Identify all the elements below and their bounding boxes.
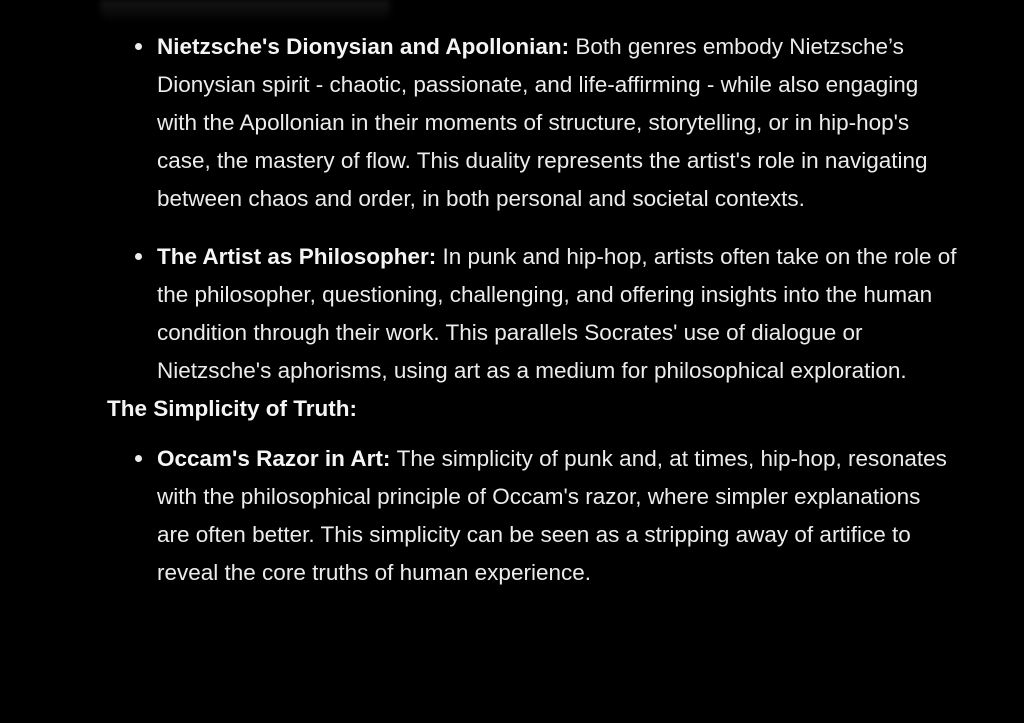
- bullet-list: [107, 28, 957, 390]
- list-item: [107, 440, 957, 592]
- list-item-term: Occam's Razor in Art:: [157, 446, 397, 471]
- bullet-icon: [135, 253, 142, 260]
- section-heading: The Simplicity of Truth:: [107, 396, 358, 421]
- bullet-icon: [135, 455, 142, 462]
- list-item-text: The simplicity of punk and, at times, hip-hop, resonates with the philosophical principle of Occam's razor, where simpler explanations are often better. This simplicity can be seen as a stripping away of artifice to reveal the core truths of human experience.: [157, 446, 947, 585]
- list-item-text: Both genres embody Nietzsche’s Dionysian spirit - chaotic, passionate, and life-affirming - while also engaging with the Apollonian in their moments of structure, storytelling, or in hip-hop's case, the mastery of flow. This duality represents the artist's role in navigating between chaos and order, in both personal and societal contexts.: [157, 34, 928, 211]
- list-item-text: In punk and hip-hop, artists often take on the role of the philosopher, questioning, challenging, and offering insights into the human condition through their work. This parallels Socrates' use of dialogue or Nietzsche's aphorisms, using art as a medium for philosophical exploration.: [157, 244, 957, 383]
- top-shadow-decoration: [100, 0, 390, 22]
- list-item: [107, 28, 957, 218]
- message-content: [107, 28, 957, 592]
- list-item: [107, 238, 957, 390]
- bullet-list: [107, 440, 957, 592]
- list-item-term: Nietzsche's Dionysian and Apollonian:: [157, 34, 576, 59]
- list-item-term: The Artist as Philosopher:: [157, 244, 443, 269]
- bullet-icon: [135, 43, 142, 50]
